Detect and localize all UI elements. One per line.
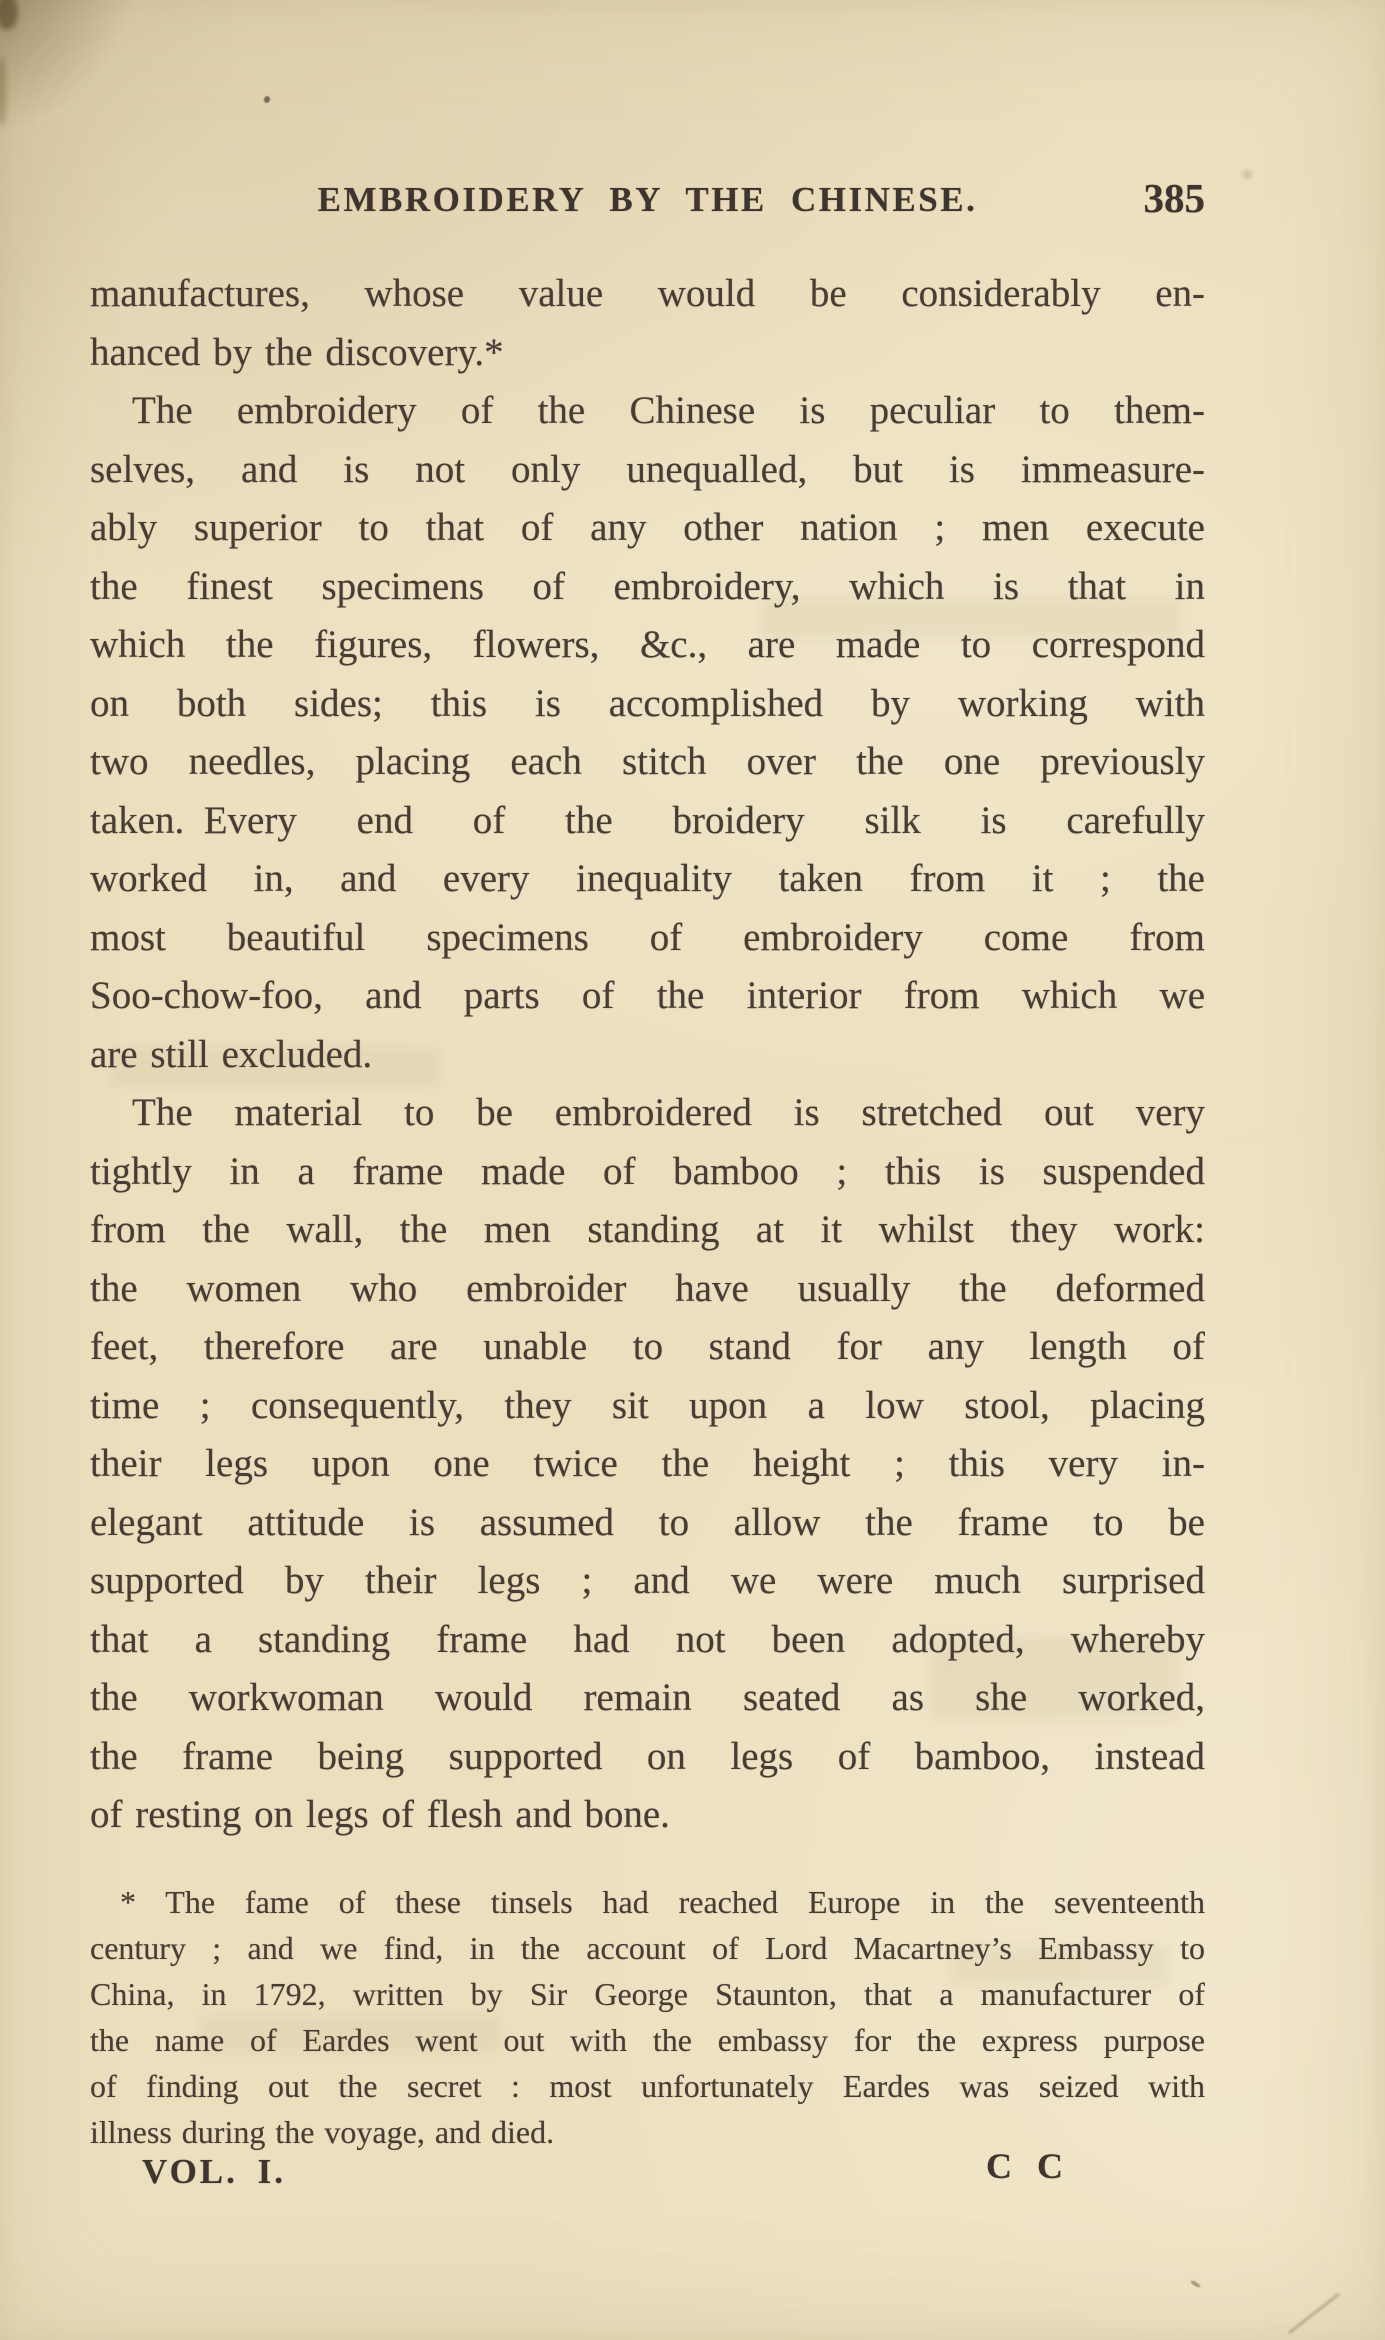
text-line: China, in 1792, written by Sir George Staunton, that a manufacturer of (90, 1976, 1205, 2012)
text-line: taken. Every end of the broidery silk is carefully (90, 798, 1205, 842)
text-line: feet, therefore are unable to stand for any length of (90, 1325, 1205, 1368)
text-line: their legs upon one twice the height ; this very in- (90, 1442, 1205, 1485)
text-column (90, 0, 1205, 2340)
text-line: hanced by the discovery.* (90, 330, 504, 374)
text-line: selves, and is not only unequalled, but is immeasure- (90, 447, 1205, 491)
text-line: The material to be embroidered is stretched out very (132, 1091, 1205, 1134)
text-line: tightly in a frame made of bamboo ; this is suspended (90, 1149, 1205, 1193)
text-line: the name of Eardes went out with the embassy for the express purpose (90, 2022, 1205, 2058)
text-line: the frame being supported on legs of bamboo, instead (90, 1734, 1205, 1778)
text-line: The embroidery of the Chinese is peculiar to them- (132, 389, 1205, 432)
paragraph (90, 1084, 1205, 1845)
text-line: Soo-chow-foo, and parts of the interior from which we (90, 974, 1205, 1017)
text-line: of finding out the secret : most unfortunately Eardes was seized with (90, 2068, 1205, 2104)
signature-mark: C C (986, 2146, 1063, 2186)
text-line: worked in, and every inequality taken from it ; the (90, 857, 1205, 900)
text-line: are still excluded. (90, 1032, 373, 1076)
running-title: EMBROIDERY BY THE CHINESE. (317, 180, 978, 219)
footnote (90, 1879, 1205, 2155)
text-line: most beautiful specimens of embroidery come from (90, 915, 1205, 959)
text-line: the workwoman would remain seated as she worked, (90, 1676, 1205, 1719)
ink-speck (1243, 170, 1252, 179)
page-edge-mark (0, 56, 6, 126)
text-line: supported by their legs ; and we were much surprised (90, 1559, 1205, 1602)
text-line: century ; and we find, in the account of Lord Macartney’s Embassy to (90, 1930, 1205, 1966)
page-header (90, 175, 1205, 224)
text-line: * The fame of these tinsels had reached Europe in the seventeenth (120, 1884, 1205, 1920)
text-line: that a standing frame had not been adopted, whereby (90, 1617, 1205, 1661)
text-line: on both sides; this is accomplished by working with (90, 681, 1205, 725)
paragraph (90, 265, 1205, 382)
text-line: manufactures, whose value would be considerably en- (90, 272, 1205, 315)
page-edge-mark (0, 0, 18, 30)
text-line: the women who embroider have usually the deformed (90, 1266, 1205, 1310)
text-line: which the figures, flowers, &c., are made to correspond (90, 623, 1205, 666)
text-line: from the wall, the men standing at it whilst they work: (90, 1208, 1205, 1251)
text-line: two needles, placing each stitch over the one previously (90, 740, 1205, 783)
text-line: the finest specimens of embroidery, which is that in (90, 564, 1205, 608)
text-line: illness during the voyage, and died. (90, 2114, 555, 2150)
volume-label: VOL. I. (142, 2152, 287, 2191)
text-line: ably superior to that of any other nation ; men execute (90, 506, 1205, 549)
page-curl-mark (1288, 2293, 1340, 2335)
page-number: 385 (1143, 175, 1205, 221)
body-text (90, 265, 1205, 1845)
text-line: of resting on legs of flesh and bone. (90, 1793, 670, 1836)
paragraph (90, 382, 1205, 1084)
text-line: elegant attitude is assumed to allow the frame to be (90, 1500, 1205, 1544)
text-line: time ; consequently, they sit upon a low stool, placing (90, 1383, 1205, 1427)
